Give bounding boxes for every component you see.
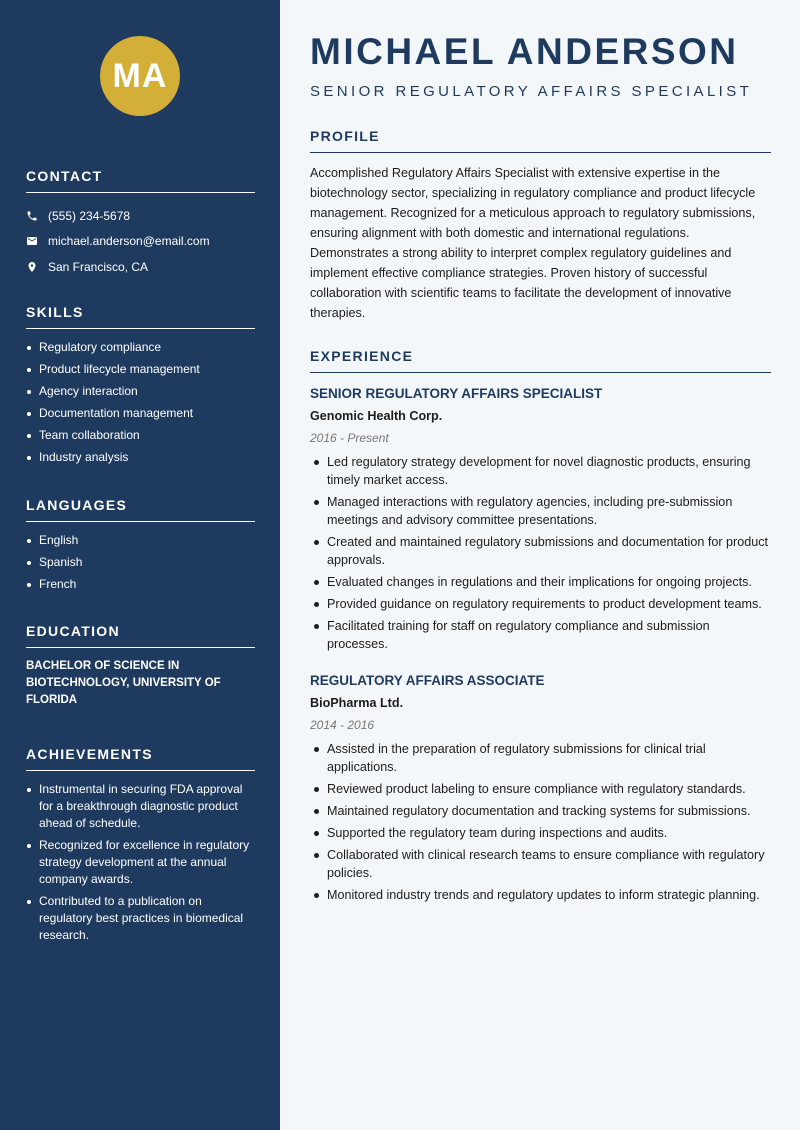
job-bullet: Evaluated changes in regulations and their implications for ongoing projects. <box>310 573 771 591</box>
education-degree: BACHELOR OF SCIENCE IN BIOTECHNOLOGY, UNIVERSITY OF FLORIDA <box>26 660 221 706</box>
skill-item: Regulatory compliance <box>26 339 255 356</box>
contact-section <box>26 168 255 280</box>
languages-heading: LANGUAGES <box>26 497 255 522</box>
skill-item: Team collaboration <box>26 427 255 444</box>
skills-heading: SKILLS <box>26 304 255 329</box>
location-text: San Francisco, CA <box>48 259 149 274</box>
languages-section <box>26 497 255 598</box>
skill-item: Documentation management <box>26 405 255 422</box>
contact-email <box>26 229 255 255</box>
education-section <box>26 623 255 709</box>
job-bullet: Managed interactions with regulatory agencies, including pre-submission meetings and advisory committee presentations. <box>310 493 771 529</box>
job-bullets <box>310 453 771 653</box>
job-bullets <box>310 740 771 904</box>
skill-item: Agency interaction <box>26 383 255 400</box>
job-bullet: Reviewed product labeling to ensure compliance with regulatory standards. <box>310 780 771 798</box>
skills-list <box>26 339 255 466</box>
avatar: MA <box>100 36 180 116</box>
job-dates: 2014 - 2016 <box>310 718 375 732</box>
job-title: SENIOR REGULATORY AFFAIRS SPECIALIST <box>310 386 603 401</box>
job-bullet: Assisted in the preparation of regulatory submissions for clinical trial applications. <box>310 740 771 776</box>
job-bullet: Created and maintained regulatory submissions and documentation for product approvals. <box>310 533 771 569</box>
profile-heading: PROFILE <box>310 128 771 153</box>
job-bullet: Maintained regulatory documentation and tracking systems for submissions. <box>310 802 771 820</box>
contact-location <box>26 254 255 280</box>
email-text: michael.anderson@email.com <box>48 234 210 249</box>
contact-phone <box>26 203 255 229</box>
job-bullet: Monitored industry trends and regulatory updates to inform strategic planning. <box>310 886 771 904</box>
phone-icon <box>26 210 38 222</box>
location-pin-icon <box>26 261 38 273</box>
achievement-item: Recognized for excellence in regulatory strategy development at the annual company awards. <box>26 837 255 888</box>
job-company: BioPharma Ltd. <box>310 696 404 710</box>
language-item: French <box>26 576 255 593</box>
education-heading: EDUCATION <box>26 623 255 648</box>
job-entry <box>310 385 771 657</box>
candidate-name: MICHAEL ANDERSON <box>310 31 739 72</box>
job-bullet: Provided guidance on regulatory requirements to product development teams. <box>310 595 771 613</box>
job-title: REGULATORY AFFAIRS ASSOCIATE <box>310 673 545 688</box>
mail-icon <box>26 235 38 247</box>
achievement-item: Instrumental in securing FDA approval for a breakthrough diagnostic product ahead of schedule. <box>26 781 255 832</box>
sidebar <box>0 0 280 1130</box>
language-item: Spanish <box>26 554 255 571</box>
job-bullet: Facilitated training for staff on regulatory compliance and submission processes. <box>310 617 771 653</box>
skill-item: Product lifecycle management <box>26 361 255 378</box>
job-bullet: Collaborated with clinical research teams to ensure compliance with regulatory policies. <box>310 846 771 882</box>
job-dates: 2016 - Present <box>310 431 389 445</box>
experience-heading: EXPERIENCE <box>310 348 771 373</box>
skill-item: Industry analysis <box>26 449 255 466</box>
candidate-title: SENIOR REGULATORY AFFAIRS SPECIALIST <box>310 83 753 100</box>
job-bullet: Supported the regulatory team during inspections and audits. <box>310 824 771 842</box>
phone-text: (555) 234-5678 <box>48 208 131 223</box>
job-bullet: Led regulatory strategy development for novel diagnostic products, ensuring timely market access. <box>310 453 771 489</box>
achievements-section <box>26 746 255 949</box>
profile-text: Accomplished Regulatory Affairs Specialist with extensive expertise in the biotechnology sector, specializing in regulatory compliance and product lifecycle management. Recognized for a meticulous approach to regulatory submissions, ensuring alignment with both domestic and international regulations. Demonstrates a strong ability to interpret complex regulatory guidelines and implement effective compliance strategies. Proven history of successful collaboration with scientific teams to facilitate the development of innovative therapies. <box>310 166 756 320</box>
achievements-list <box>26 781 255 944</box>
skills-section <box>26 304 255 471</box>
contact-heading: CONTACT <box>26 168 255 193</box>
achievements-heading: ACHIEVEMENTS <box>26 746 255 771</box>
languages-list <box>26 532 255 593</box>
achievement-item: Contributed to a publication on regulatory best practices in biomedical research. <box>26 893 255 944</box>
job-company: Genomic Health Corp. <box>310 409 443 423</box>
language-item: English <box>26 532 255 549</box>
job-entry <box>310 672 771 908</box>
